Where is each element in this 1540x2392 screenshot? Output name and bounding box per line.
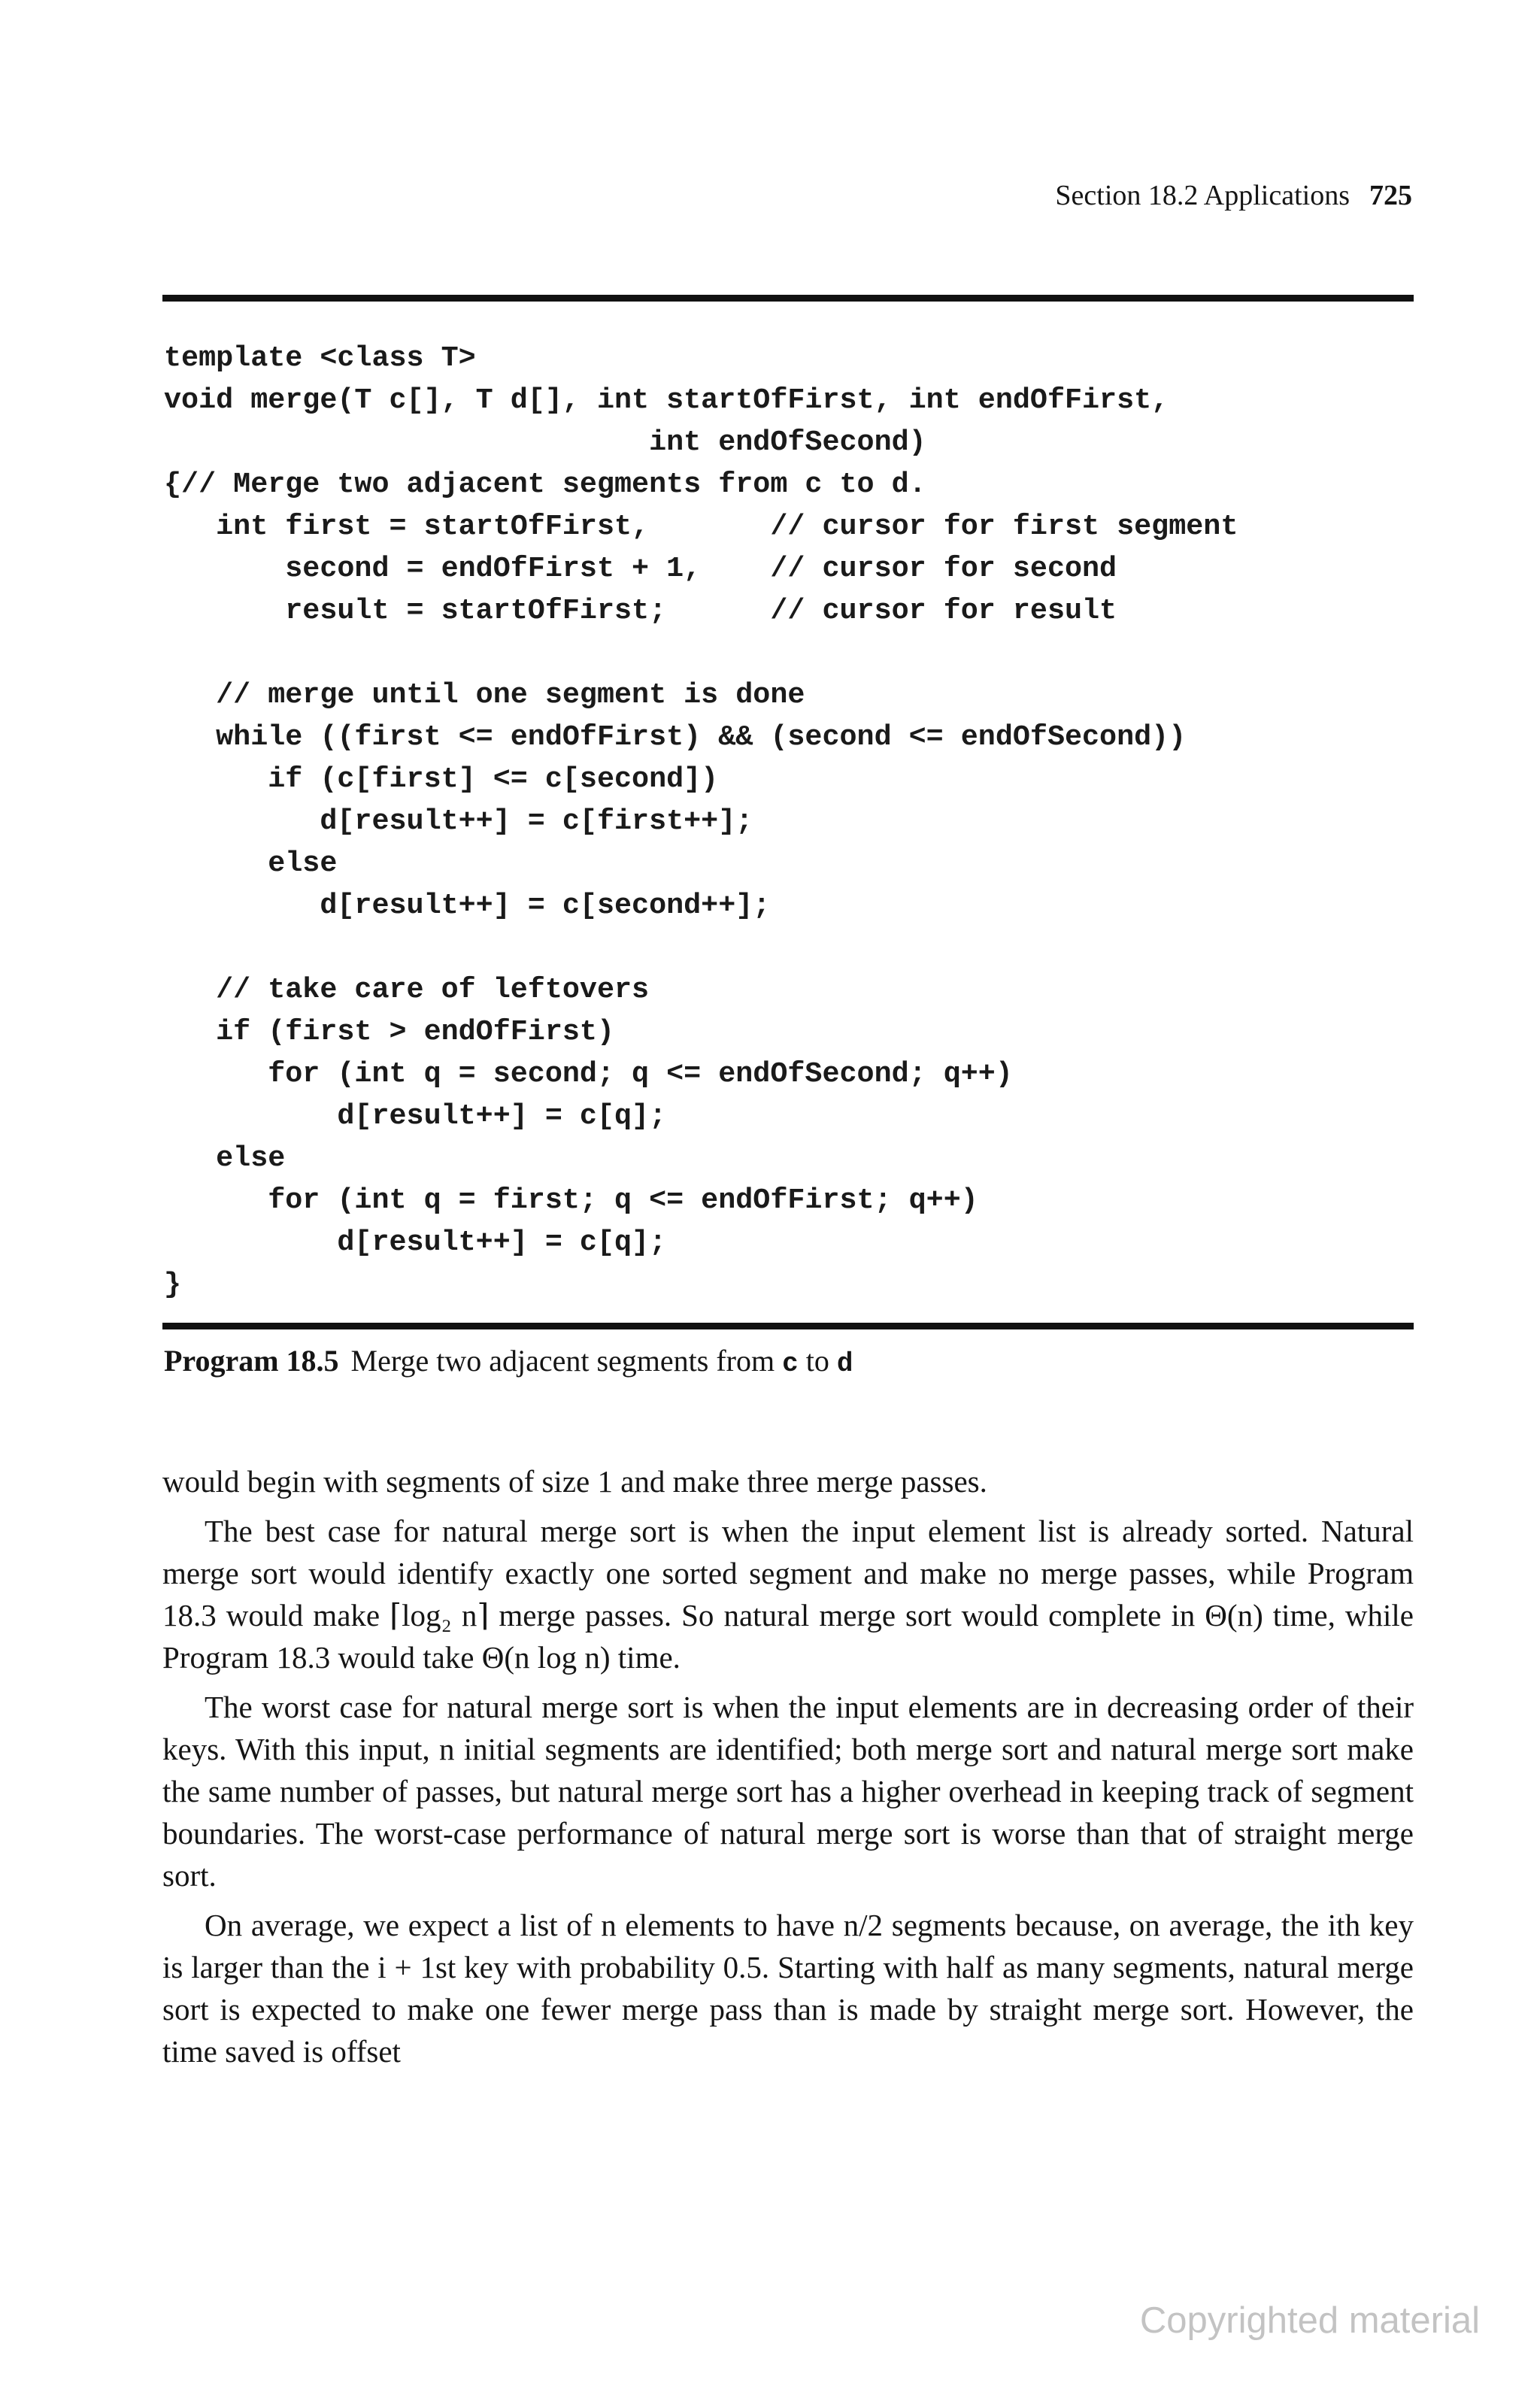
code-line: }: [164, 1268, 182, 1301]
program-caption-destination: d: [836, 1348, 853, 1379]
code-line: int first = startOfFirst, // cursor for first segment: [164, 510, 1238, 543]
code-line: void merge(T c[], T d[], int startOfFirst, int endOfFirst,: [164, 384, 1169, 417]
body-text: [162, 1460, 1414, 2072]
page-number: 725: [1369, 180, 1412, 211]
code-line: d[result++] = c[q];: [164, 1099, 667, 1132]
code-line: else: [164, 1141, 286, 1175]
program-bottom-rule: [162, 1323, 1414, 1329]
copyright-watermark: Copyrighted material: [1139, 2300, 1480, 2341]
code-line: else: [164, 847, 338, 880]
paragraph: would begin with segments of size 1 and make three merge passes.: [162, 1464, 987, 1499]
program-code: [164, 337, 1238, 1305]
paragraph: The worst case for natural merge sort is when the input elements are in decreasing order of their keys. With this input, n initial segments are identified; both merge sort and natural merge sort make the same number of passes, but natural merge sort has a higher overhead in keeping track of segment boundaries. The worst-case performance of natural merge sort is worse than that of straight merge sort.: [162, 1690, 1414, 1893]
code-line: if (c[first] <= c[second]): [164, 762, 719, 796]
program-caption-label: Program 18.5: [164, 1344, 339, 1378]
program-caption-source: c: [782, 1348, 799, 1379]
code-line: second = endOfFirst + 1, // cursor for second: [164, 552, 1117, 585]
program-caption-to: to: [805, 1344, 829, 1378]
code-line: d[result++] = c[q];: [164, 1226, 667, 1259]
code-line: {// Merge two adjacent segments from c to d.: [164, 468, 926, 501]
code-line: // merge until one segment is done: [164, 678, 805, 711]
code-line: result = startOfFirst; // cursor for result: [164, 594, 1117, 627]
code-line: d[result++] = c[second++];: [164, 889, 771, 922]
code-line: for (int q = first; q <= endOfFirst; q++): [164, 1184, 978, 1217]
program-top-rule: [162, 295, 1414, 302]
code-line: d[result++] = c[first++];: [164, 805, 753, 838]
code-line: for (int q = second; q <= endOfSecond; q++): [164, 1057, 1013, 1090]
code-line: while ((first <= endOfFirst) && (second <= endOfSecond)): [164, 720, 1187, 753]
code-line: int endOfSecond): [164, 426, 926, 459]
running-head: [1055, 179, 1412, 212]
code-line: if (first > endOfFirst): [164, 1015, 614, 1048]
paragraph: The best case for natural merge sort is when the input element list is already sorted. Natural merge sort would identify exactly one sorted segment and make no merge passes, while Program 18.3 would make ⌈log₂ n⌉ merge passes. So natural merge sort would complete in Θ(n) time, while Program 18.3 would take Θ(n log n) time.: [162, 1514, 1414, 1675]
paragraph: On average, we expect a list of n elements to have n/2 segments because, on average, the ith key is larger than the i + 1st key with probability 0.5. Starting with half as many segments, natural merge sort is expected to make one fewer merge pass than is made by straight merge sort. However, the time saved is offset: [162, 1908, 1414, 2069]
running-title: Section 18.2 Applications: [1055, 180, 1350, 211]
code-line: template <class T>: [164, 341, 476, 374]
program-caption: [164, 1343, 853, 1379]
program-caption-text: Merge two adjacent segments from: [350, 1344, 775, 1378]
code-line: // take care of leftovers: [164, 973, 650, 1006]
